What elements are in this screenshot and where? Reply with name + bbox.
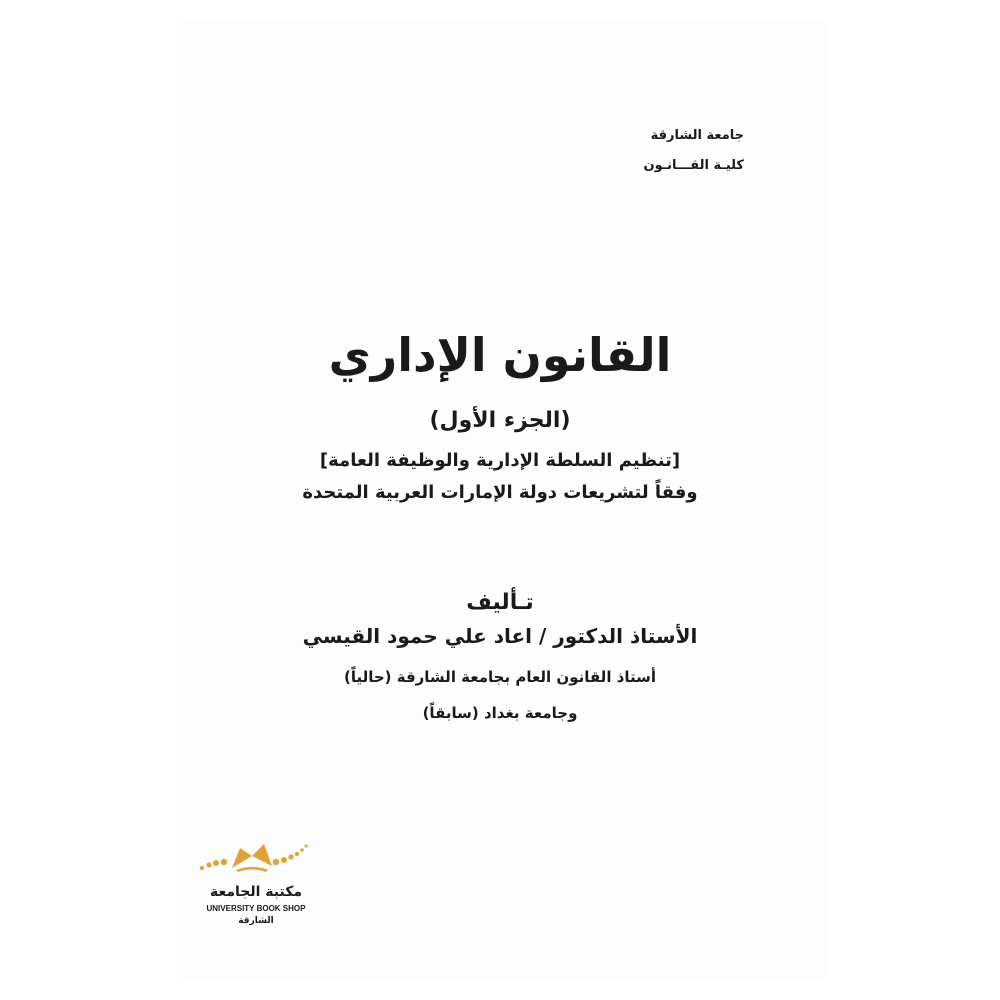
book-part: (الجزء الأول) — [429, 408, 571, 433]
book-title: القانون الإداري — [328, 328, 672, 382]
author-current-position: أستاذ القانون العام بجامعة الشارقة (حالياً) — [343, 668, 657, 686]
publisher-logo — [196, 838, 316, 938]
author-former-position: وجامعة بغداد (سابقاً) — [422, 704, 578, 722]
publisher-name-english: UNIVERSITY BOOK SHOP — [206, 904, 306, 913]
university-name: جامعة الشارقة — [650, 128, 744, 143]
publisher-city: الشارقة — [238, 916, 274, 926]
book-subtitle-line2: وفقاً لتشريعات دولة الإمارات العربية المتحدة — [302, 482, 698, 503]
college-name: كليـة القـــانـون — [643, 158, 744, 173]
book-subtitle-line1: [تنظيم السلطة الإدارية والوظيفة العامة] — [319, 450, 681, 471]
authorship-label: تـأليف — [466, 590, 534, 615]
publisher-name-arabic: مكتبة الجامعة — [209, 884, 303, 900]
open-book-dots-icon — [196, 838, 316, 884]
author-name: الأستاذ الدكتور / اعاد علي حمود القيسي — [302, 624, 698, 648]
